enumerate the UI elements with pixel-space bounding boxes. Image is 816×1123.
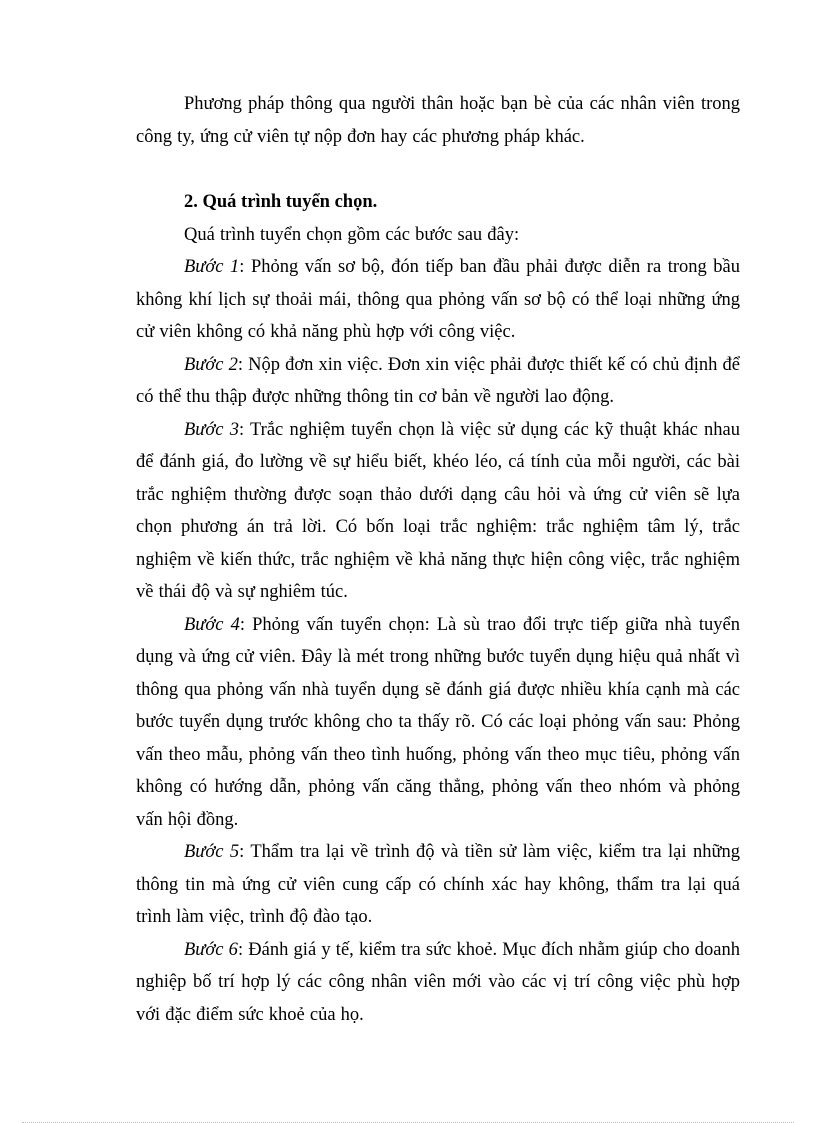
step-label-5: Bước 5	[184, 842, 240, 862]
step-label-4: Bước 4	[184, 614, 240, 635]
step-label-6: Bước 6	[184, 939, 238, 960]
step-text-5: : Thẩm tra lại về trình độ và tiền sử làm việc, kiểm tra lại những thông tin mà ứng cử viên cung cấp có chính xác hay không, thẩm tra lại quá trình làm việc, trình độ đào tạo.	[136, 842, 740, 927]
intro-paragraph: Phương pháp thông qua người thân hoặc bạn bè của các nhân viên trong công ty, ứng cử viên tự nộp đơn hay các phương pháp khác.	[136, 94, 740, 147]
step-label-3: Bước 3	[184, 419, 239, 440]
step-paragraph-3	[136, 414, 740, 609]
step-text-2: : Nộp đơn xin việc. Đơn xin việc phải được thiết kế có chủ định để có thể thu thập được những thông tin cơ bản về người lao động.	[136, 354, 740, 407]
step-label-2: Bước 2	[184, 354, 238, 375]
step-label-1: Bước 1	[184, 257, 240, 277]
step-text-3: : Trắc nghiệm tuyển chọn là việc sử dụng các kỹ thuật khác nhau để đánh giá, đo lường về sự hiểu biết, khéo léo, cá tính của mỗi người, các bài trắc nghiệm thường được soạn thảo dưới dạng câu hỏi và ứng cử viên sẽ lựa chọn phương án trả lời. Có bốn loại trắc nghiệm: trắc nghiệm tâm lý, trắc nghiệm về kiến thức, trắc nghiệm về khả năng thực hiện công việc, trắc nghiệm về thái độ và sự nghiêm túc.	[136, 419, 740, 602]
step-text-4: : Phỏng vấn tuyển chọn: Là sù trao đổi trực tiếp giữa nhà tuyển dụng và ứng cử viên. Đây là mét trong những bước tuyển dụng hiệu quả nhất vì thông qua phỏng vấn nhà tuyển dụng sẽ đánh giá được nhiều khía cạnh mà các bước tuyển dụng trước không cho ta thấy rõ. Có các loại phỏng vấn sau: Phỏng vấn theo mẫu, phỏng vấn theo tình huống, phỏng vấn theo mục tiêu, phỏng vấn không có hướng dẫn, phỏng vấn căng thẳng, phỏng vấn theo nhóm và phỏng vấn hội đồng.	[136, 614, 740, 830]
step-paragraph-1	[136, 251, 740, 349]
step-paragraph-4	[136, 609, 740, 837]
section-heading: 2. Quá trình tuyển chọn.	[184, 192, 378, 212]
step-paragraph-6	[136, 934, 740, 1032]
document-body	[136, 88, 740, 1031]
step-paragraph-2	[136, 349, 740, 414]
step-text-6: : Đánh giá y tế, kiểm tra sức khoẻ. Mục đích nhằm giúp cho doanh nghiệp bố trí hợp lý các công nhân viên mới vào các vị trí công việc phù hợp với đặc điểm sức khoẻ của họ.	[136, 939, 740, 1025]
step-text-1: : Phỏng vấn sơ bộ, đón tiếp ban đầu phải được diễn ra trong bầu không khí lịch sự thoải mái, thông qua phỏng vấn sơ bộ có thể loại những ứng cử viên không có khả năng phù hợp với công việc.	[136, 257, 740, 342]
section-intro: Quá trình tuyển chọn gồm các bước sau đây:	[184, 224, 520, 245]
step-paragraph-5	[136, 836, 740, 934]
